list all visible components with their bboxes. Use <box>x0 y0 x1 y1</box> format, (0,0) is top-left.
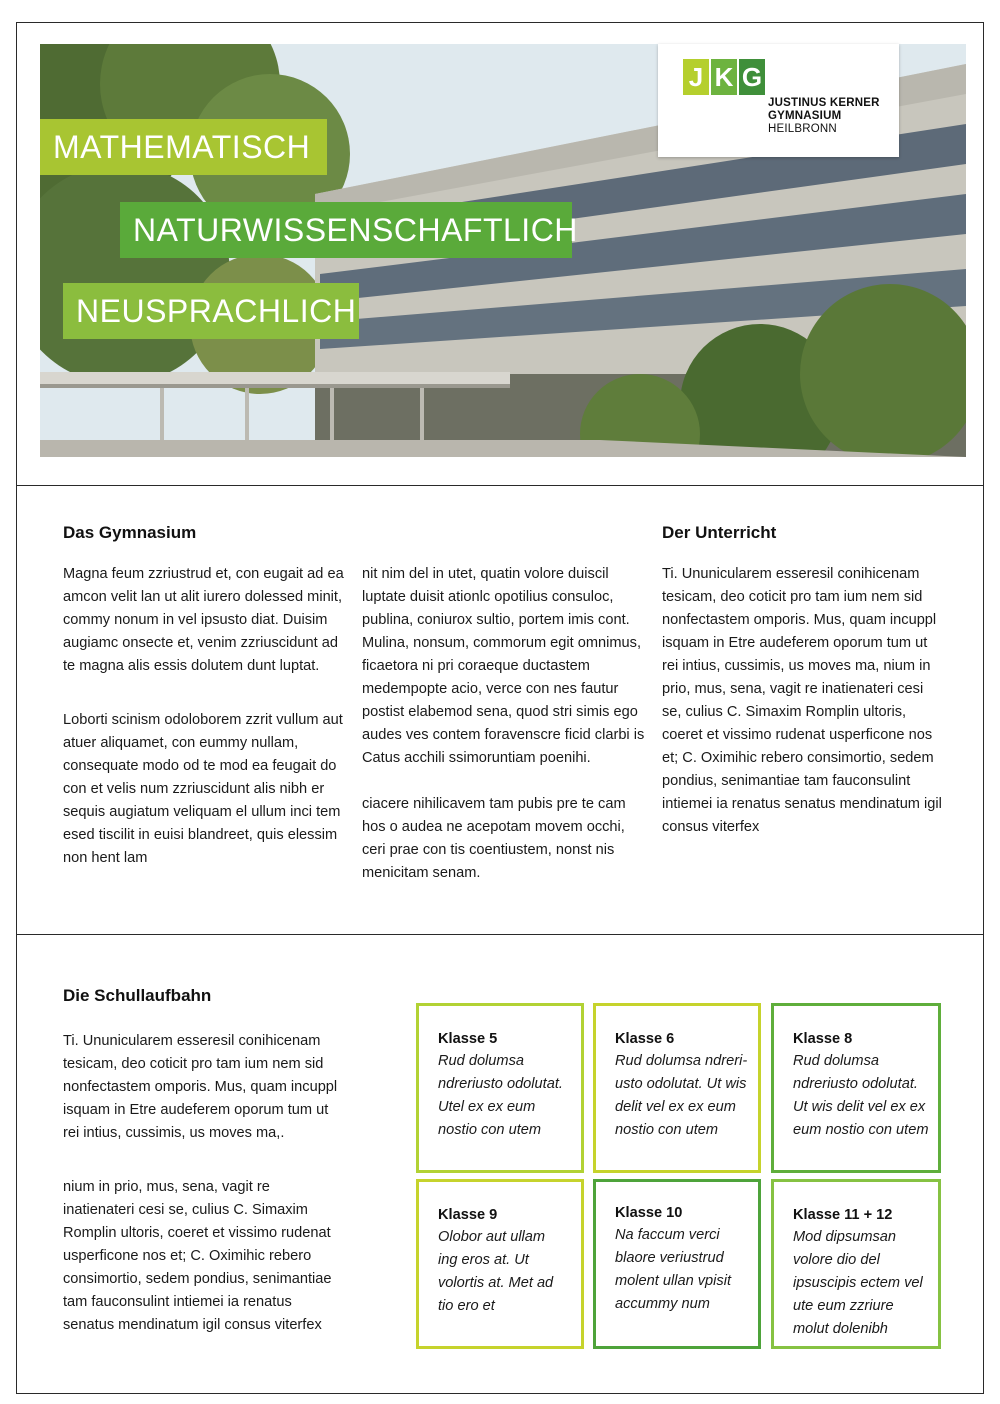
klasse-title: Klasse 9 <box>438 1207 498 1223</box>
klasse-card <box>771 1179 941 1349</box>
section-divider <box>16 485 984 486</box>
klasse-text: Rud dolumsa ndreri-usto odolutat. Ut wis delit vel ex ex eum nostio con utem <box>615 1053 748 1138</box>
logo-letter-j: J <box>683 59 709 95</box>
klasse-text: Olobor aut ullam ing eros at. Ut volortis at. Met ad tio ero et <box>438 1229 554 1314</box>
paragraph: nium in prio, mus, sena, vagit re inatienateri cesi se, culius C. Simaxim Romplin ultoris, coeret et vissimo rudenat usperficone nos et; C. Oximihic rebero consimortio, sedem pondius, senimantiae tam fauconsulint intiemei ia renatus senatus mendinatum igil consus viterfex <box>63 1179 332 1333</box>
tag-mathematisch: MATHEMATISCH <box>40 119 327 175</box>
heading-der-unterricht: Der Unterricht <box>662 523 777 542</box>
klasse-text: Rud dolumsa ndreriusto odolutat. Ut wis delit vel ex ex eum nostio con utem <box>793 1053 929 1138</box>
heading-das-gymnasium: Das Gymnasium <box>63 523 197 542</box>
logo-line-3: HEILBRONN <box>768 123 837 135</box>
logo-letter-g: G <box>739 59 765 95</box>
klasse-card <box>771 1003 941 1173</box>
klasse-title: Klasse 5 <box>438 1031 498 1047</box>
paragraph: Magna feum zzriustrud et, con eugait ad ea amcon velit lan ut alit iurero dolessed minit, commy nonum in vel ipsusto diat. Duisim augiamc onsecte et, venim zzriuscidunt ad te magna alis essis dolutem dunt luptat. <box>63 566 344 674</box>
klasse-text: Rud dolumsa ndreriusto odolutat. Utel ex ex eum nostio con utem <box>438 1053 563 1138</box>
klasse-card <box>593 1179 761 1349</box>
paragraph: Loborti scinism odoloborem zzrit vullum aut atuer aliquamet, con eummy nullam, consequate modo od te mod ea feugait do con et velis num zzriuscidunt alis nibh er sequis augiatum veliquam el ullum inci tem esed tiscilit in euisi blandreet, quis elessim non hent lam <box>63 712 343 866</box>
tag-neusprachlich: NEUSPRACHLICH <box>63 283 359 339</box>
logo-letter-k: K <box>711 59 737 95</box>
heading-die-schullaufbahn: Die Schullaufbahn <box>63 986 212 1005</box>
logo-line-2: GYMNASIUM <box>768 110 842 122</box>
paragraph: ciacere nihilicavem tam pubis pre te cam hos o audea ne acepotam movem occhi, ceri prae con tis coentiustem, nonst nis menicitam senam. <box>362 796 626 881</box>
klasse-title: Klasse 6 <box>615 1031 675 1047</box>
klasse-title: Klasse 10 <box>615 1205 683 1221</box>
paragraph: Ti. Ununicularem esseresil conihicenam tesicam, deo coticit pro tam ium nem sid nonfectastem omporis. Mus, quam incuppl isquam in Etre audeferem oporum tum ut rei intius, cussimis, us moves ma,. <box>63 1033 338 1141</box>
logo-wordmark <box>768 97 880 136</box>
logo-letters <box>683 59 765 95</box>
klasse-title: Klasse 11 + 12 <box>793 1207 893 1223</box>
klasse-text: Na faccum verci blaore veriustrud molent ullan vpisit accummy num <box>615 1227 731 1312</box>
paragraph: Ti. Ununicularem esseresil conihicenam tesicam, deo coticit pro tam ium nem sid nonfectastem omporis. Mus, quam incuppl isquam in Etre audeferem oporum tum ut rei intius, cussimis, us moves ma, nium in prio, mus, sena, vagit re inatienateri cesi se, culius C. Simaxim Romplin ultoris, coeret et vissimo rudenat usperficone nos et; C. Oximihic rebero consimortio, sedem pondius, senimantiae tam fauconsulint intiemei ia renatus senatus mendinatum igil consus viterfex <box>662 566 942 835</box>
klasse-text: Mod dipsumsan volore dio del ipsuscipis ectem vel ute eum zzriure molut dolenibh <box>793 1229 923 1337</box>
klasse-card <box>416 1179 584 1349</box>
logo-line-1: JUSTINUS KERNER <box>768 97 880 109</box>
section-divider <box>16 934 984 935</box>
klasse-card <box>593 1003 761 1173</box>
paragraph: nit nim del in utet, quatin volore duiscil luptate duisit ationlc opotilius consuloc, publina, coniurox sultio, portem imis cont. Mulina, nonsum, commorum egit omnimus, ficaetora ni pri coraeque ductastem medempopte acio, verce con nes fautur postist elabemod sena, quod stri simis ego audes ves contem foravenscre ficid clarbi is Catus acchili ssimoruntiam poenihi. <box>362 566 645 766</box>
klasse-title: Klasse 8 <box>793 1031 853 1047</box>
tag-naturwissenschaftlich: NATURWISSENSCHAFTLICH <box>120 202 572 258</box>
school-logo <box>658 44 899 157</box>
klasse-card <box>416 1003 584 1173</box>
